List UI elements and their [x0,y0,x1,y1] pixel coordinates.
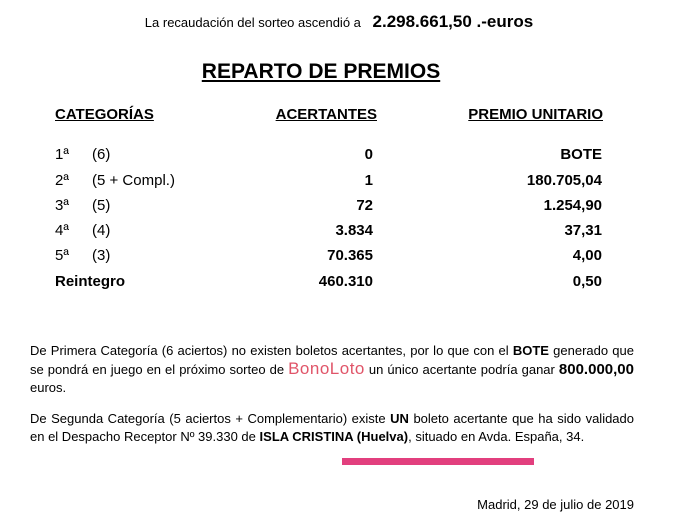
para1-text-4: euros. [30,380,67,395]
row-category-number: 1ª [55,146,69,163]
header-acertantes: ACERTANTES [275,106,377,123]
paragraph-primera-categoria [30,342,634,397]
row-category-number: 2ª [55,172,69,189]
header-premio-unitario: PREMIO UNITARIO [468,106,603,123]
row-acertantes: 70.365 [327,247,373,264]
para2-un: UN [390,411,409,426]
row-category-desc: (5 + Compl.) [92,172,175,189]
bonoloto-logo: BonoLoto [288,359,365,378]
header-categorias: CATEGORÍAS [55,106,154,123]
row-premio: 1.254,90 [543,197,602,214]
table-row-reintegro [0,273,678,298]
row-acertantes: 1 [364,172,373,189]
date-line: Madrid, 29 de julio de 2019 [477,497,634,512]
row-category-desc: (3) [92,247,111,264]
reintegro-acertantes: 460.310 [318,273,373,290]
row-acertantes: 72 [356,197,373,214]
para1-amount: 800.000,00 [558,361,634,378]
table-row [0,247,678,272]
para1-bote: BOTE [512,343,549,358]
table-row [0,172,678,197]
para2-place: ISLA CRISTINA (Huelva) [259,429,409,444]
table-row [0,146,678,171]
table-row [0,222,678,247]
para1-text-2: generado que se pondrá en juego en el próximo sorteo de [30,343,634,377]
row-category-number: 4ª [55,222,69,239]
para1-text-1: De Primera Categoría (6 aciertos) no existen boletos acertantes, por lo que con el [30,343,509,358]
para2-text-3: , situado en Avda. España, 34. [408,429,585,444]
para1-text-3: un único acertante podría ganar [368,362,555,377]
row-category-desc: (4) [92,222,111,239]
row-category-desc: (6) [92,146,111,163]
row-category-desc: (5) [92,197,111,214]
row-premio: 37,31 [564,222,602,239]
row-premio: BOTE [560,146,602,163]
recaudacion-amount: 2.298.661,50 .-euros [372,12,534,31]
para2-text-2: boleto acertante que ha sido validado en el Despacho Receptor Nº 39.330 de [30,411,635,444]
row-premio: 180.705,04 [526,172,602,189]
row-category-number: 5ª [55,247,69,264]
recaudacion-line [0,12,678,32]
table-row [0,197,678,222]
reintegro-label: Reintegro [55,273,126,290]
row-premio: 4,00 [572,247,602,264]
page-title: REPARTO DE PREMIOS [201,60,441,83]
row-category-number: 3ª [55,197,69,214]
para2-text-1: De Segunda Categoría (5 aciertos + Complementario) existe [30,411,386,426]
reintegro-premio: 0,50 [572,273,602,290]
row-acertantes: 0 [364,146,373,163]
recaudacion-text: La recaudación del sorteo ascendió a [144,15,361,30]
row-acertantes: 3.834 [335,222,373,239]
paragraph-segunda-categoria [30,410,634,446]
accent-bar [342,458,534,465]
